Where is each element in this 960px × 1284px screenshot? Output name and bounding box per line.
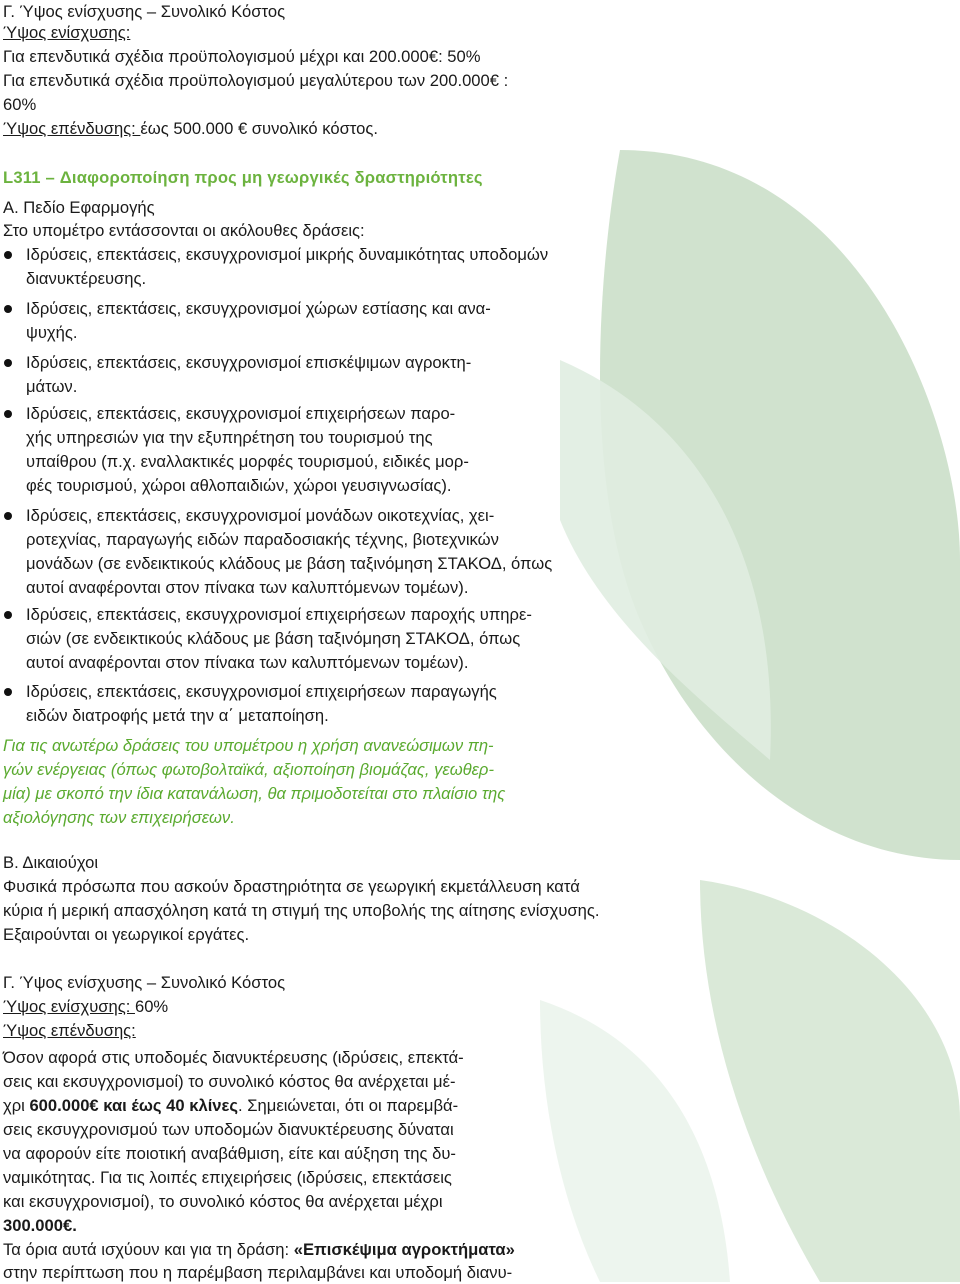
investment-line — [3, 118, 378, 140]
support-value-g2: 60% — [134, 997, 169, 1016]
section-a-intro: Στο υπομέτρο εντάσσονται οι ακόλουθες δράσεις: — [3, 221, 365, 240]
section-b-title: Β. Δικαιούχοι — [3, 853, 99, 872]
bullet-item-line: υπαίθρου (π.χ. εναλλακτικές μορφές τουρισμού, ειδικές μορ- — [26, 452, 469, 471]
bullet-item-line: αυτοί αναφέρονται στον πίνακα των καλυπτόμενων τομέων). — [26, 653, 469, 672]
decorative-lower-shape — [700, 880, 960, 1282]
investment-label-g2: Ύψος επένδυσης: — [3, 1021, 136, 1040]
bullet-item-line: Ιδρύσεις, επεκτάσεις, εκσυγχρονισμοί επιχειρήσεων παρο- — [26, 404, 456, 423]
bullet-dot-icon — [4, 688, 12, 696]
bullet-item-line: Ιδρύσεις, επεκτάσεις, εκσυγχρονισμοί επισκέψιμων αγροκτη- — [26, 353, 472, 372]
bullet-item-line: διανυκτέρευσης. — [26, 269, 147, 288]
beds-limit-text: 600.000€ και έως 40 κλίνες — [29, 1096, 239, 1115]
bullet-item-line: Ιδρύσεις, επεκτάσεις, εκσυγχρονισμοί μικρής δυναμικότητας υποδομών — [26, 245, 549, 264]
bullet-item-line: Ιδρύσεις, επεκτάσεις, εκσυγχρονισμοί επιχειρήσεων παραγωγής — [26, 682, 497, 701]
section-b-line-2: κύρια ή μερική απασχόληση κατά τη στιγμή της υποβολής της αίτησης ενίσχυσης. — [3, 901, 600, 920]
text-span: χρι — [3, 1096, 30, 1115]
bullet-item-line: φές τουρισμού, χώροι αθλοπαιδιών, χώροι γευσιγνωσίας). — [26, 476, 452, 495]
paragraph-1-line-2: σεις και εκσυγχρονισμοί) το συνολικό κόστος θα ανέρχεται μέ- — [3, 1072, 456, 1091]
support-line-3: 60% — [3, 95, 37, 114]
section-b-line-1: Φυσικά πρόσωπα που ασκούν δραστηριότητα σε γεωργική εκμετάλλευση κατά — [3, 877, 580, 896]
bullet-dot-icon — [4, 611, 12, 619]
bullet-dot-icon — [4, 305, 12, 313]
bullet-dot-icon — [4, 251, 12, 259]
text-span: Τα όρια αυτά ισχύουν και για τη δράση: — [3, 1240, 294, 1259]
investment-label: Ύψος επένδυσης: — [3, 119, 141, 138]
paragraph-1-line-6: ναμικότητας. Για τις λοιπές επιχειρήσεις (ιδρύσεις, επεκτάσεις — [3, 1168, 452, 1187]
paragraph-3: στην περίπτωση που η παρέμβαση περιλαμβάνει και υποδομή διανυ- — [3, 1263, 513, 1282]
investment-value: έως 500.000 € συνολικό κόστος. — [140, 119, 378, 138]
paragraph-2 — [3, 1239, 515, 1261]
paragraph-1-line-8: 300.000€. — [3, 1216, 77, 1235]
bullet-item-line: Ιδρύσεις, επεκτάσεις, εκσυγχρονισμοί μονάδων οικοτεχνίας, χει- — [26, 506, 495, 525]
bullet-item-line: μάτων. — [26, 377, 78, 396]
paragraph-1-line-7: και εκσυγχρονισμοί), το συνολικό κόστος θα ανέρχεται μέχρι — [3, 1192, 443, 1211]
text-span: . Σημειώνεται, ότι οι παρεμβά- — [238, 1096, 459, 1115]
l311-title: L311 – Διαφοροποίηση προς μη γεωργικές δραστηριότητες — [3, 168, 483, 187]
paragraph-1-line-5: να αφορούν είτε ποιοτική αναβάθμιση, είτε και αύξηση της δυ- — [3, 1144, 456, 1163]
note-line-1: Για τις ανωτέρω δράσεις του υπομέτρου η χρήση ανανεώσιμων πη- — [3, 736, 494, 755]
bullet-item-line: σιών (σε ενδεικτικούς κλάδους με βάση ταξινόμηση ΣΤΑΚΟΔ, όπως — [26, 629, 521, 648]
support-line-1: Για επενδυτικά σχέδια προϋπολογισμού μέχρι και 200.000€: 50% — [3, 47, 481, 66]
support-line-g2 — [3, 996, 168, 1018]
bullet-item-line: ψυχής. — [26, 323, 78, 342]
bullet-item-line: Ιδρύσεις, επεκτάσεις, εκσυγχρονισμοί επιχειρήσεων παροχής υπηρε- — [26, 605, 532, 624]
bullet-item-line: ροτεχνίας, παραγωγής ειδών παραδοσιακής τέχνης, βιοτεχνικών — [26, 530, 499, 549]
bullet-item-line: Ιδρύσεις, επεκτάσεις, εκσυγχρονισμοί χώρων εστίασης και ανα- — [26, 299, 491, 318]
paragraph-1-line-4: σεις εκσυγχρονισμού των υποδομών διανυκτέρευσης δύναται — [3, 1120, 454, 1139]
visitable-farms-text: «Επισκέψιμα αγροκτήματα» — [293, 1240, 515, 1259]
bullet-item-line: μονάδων (σε ενδεικτικούς κλάδους με βάση ταξινόμηση ΣΤΑΚΟΔ, όπως — [26, 554, 553, 573]
section-b-line-3: Εξαιρούνται οι γεωργικοί εργάτες. — [3, 925, 250, 944]
decorative-lower-pale-shape — [540, 1000, 730, 1282]
note-line-2: γών ενέργειας (όπως φωτοβολταϊκά, αξιοποίηση βιομάζας, γεωθερ- — [3, 760, 494, 779]
bullet-dot-icon — [4, 410, 12, 418]
bullet-item-line: αυτοί αναφέρονται στον πίνακα των καλυπτόμενων τομέων). — [26, 578, 469, 597]
support-label: Ύψος ενίσχυσης: — [3, 23, 131, 42]
bullet-dot-icon — [4, 512, 12, 520]
section-g2-title: Γ. Ύψος ενίσχυσης – Συνολικό Κόστος — [3, 973, 286, 992]
bullet-item-line: ειδών διατροφής μετά την α΄ μεταποίηση. — [26, 706, 329, 725]
section-g1-title: Γ. Ύψος ενίσχυσης – Συνολικό Κόστος — [3, 2, 286, 21]
support-label-g2: Ύψος ενίσχυσης: — [3, 997, 135, 1016]
support-line-2: Για επενδυτικά σχέδια προϋπολογισμού μεγαλύτερου των 200.000€ : — [3, 71, 509, 90]
paragraph-1-line-1: Όσον αφορά στις υποδομές διανυκτέρευσης (ιδρύσεις, επεκτά- — [3, 1048, 464, 1067]
note-line-3: μία) με σκοπό την ίδια κατανάλωση, θα πριμοδοτείται στο πλαίσιο της — [3, 784, 506, 803]
note-line-4: αξιολόγησης των επιχειρήσεων. — [3, 808, 235, 827]
section-a-title: Α. Πεδίο Εφαρμογής — [3, 198, 155, 217]
paragraph-1-line-3 — [3, 1095, 458, 1117]
bullet-item-line: χής υπηρεσιών για την εξυπηρέτηση του τουρισμού της — [26, 428, 433, 447]
bullet-dot-icon — [4, 359, 12, 367]
